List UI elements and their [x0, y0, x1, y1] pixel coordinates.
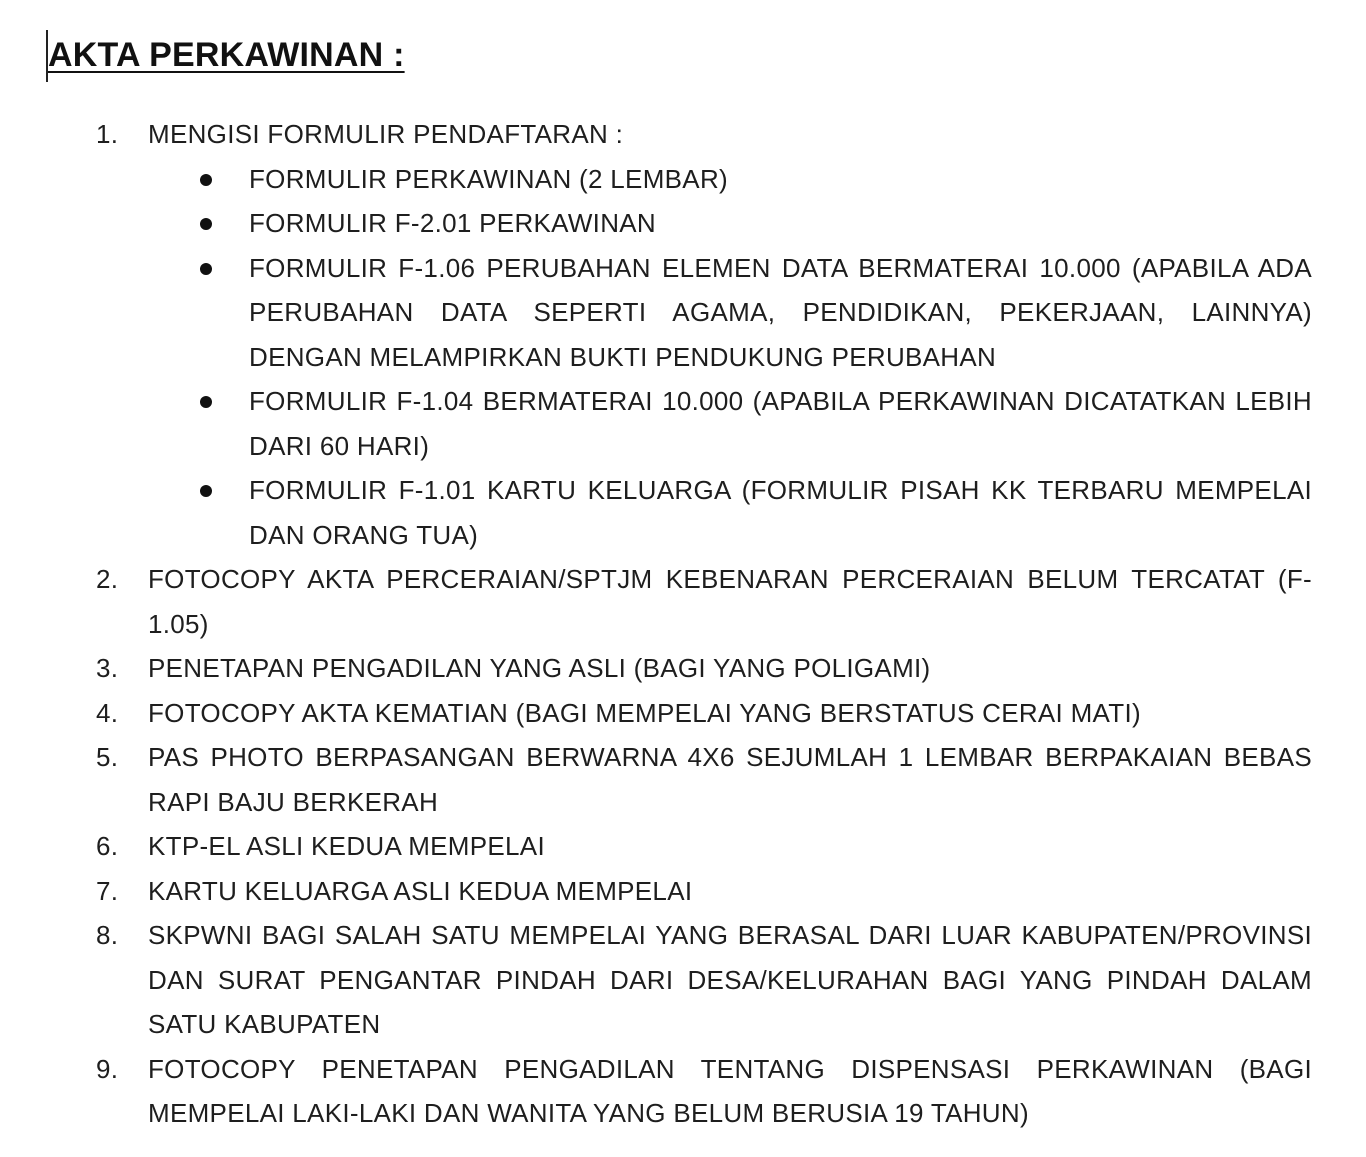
form-sublist — [148, 157, 1312, 558]
item-number: 8. — [96, 920, 119, 950]
item-number: 4. — [96, 697, 119, 728]
sublist-item — [148, 468, 1312, 557]
list-item — [0, 112, 1366, 557]
item-text: MENGISI FORMULIR PENDAFTARAN : — [148, 119, 624, 149]
subitem-text: FORMULIR F-2.01 PERKAWINAN — [249, 208, 657, 238]
bullet-icon — [200, 263, 212, 275]
document-title: AKTA PERKAWINAN : — [48, 36, 405, 74]
item-number: 5. — [96, 742, 119, 772]
bullet-icon — [200, 396, 212, 408]
item-number: 2. — [96, 564, 119, 594]
item-number: 3. — [96, 653, 119, 683]
item-text: FOTOCOPY AKTA KEMATIAN (BAGI MEMPELAI YANG BERSTATUS CERAI MATI) — [148, 697, 1141, 728]
bullet-icon — [200, 174, 212, 186]
item-text: PENETAPAN PENGADILAN YANG ASLI (BAGI YANG POLIGAMI) — [148, 653, 931, 683]
item-text: PAS PHOTO BERPASANGAN BERWARNA 4X6 SEJUMLAH 1 LEMBAR BERPAKAIAN BEBAS RAPI BAJU BERKERAH — [148, 742, 1312, 817]
bullet-icon — [200, 485, 212, 497]
item-text: KTP-EL ASLI KEDUA MEMPELAI — [148, 831, 545, 861]
item-text: FOTOCOPY AKTA PERCERAIAN/SPTJM KEBENARAN PERCERAIAN BELUM TERCATAT (F-1.05) — [148, 564, 1312, 639]
item-number: 7. — [96, 875, 119, 906]
bullet-icon — [200, 218, 212, 230]
requirements-list — [0, 112, 1366, 1136]
subitem-text: FORMULIR F-1.04 BERMATERAI 10.000 (APABILA PERKAWINAN DICATATKAN LEBIH DARI 60 HARI) — [249, 386, 1312, 461]
item-text: FOTOCOPY PENETAPAN PENGADILAN TENTANG DISPENSASI PERKAWINAN (BAGI MEMPELAI LAKI-LAKI DAN WANITA YANG BELUM BERUSIA 19 TAHUN) — [148, 1053, 1312, 1128]
sublist-item — [148, 157, 1312, 202]
list-item — [0, 869, 1366, 914]
sublist-item — [148, 201, 1312, 246]
sublist-item — [148, 246, 1312, 380]
list-item — [0, 646, 1366, 691]
subitem-text: FORMULIR PERKAWINAN (2 LEMBAR) — [249, 163, 728, 194]
item-number: 1. — [96, 119, 119, 149]
subitem-text: FORMULIR F-1.06 PERUBAHAN ELEMEN DATA BERMATERAI 10.000 (APABILA ADA PERUBAHAN DATA SEPERTI AGAMA, PENDIDIKAN, PEKERJAAN, LAINNYA) DENGAN MELAMPIRKAN BUKTI PENDUKUNG PERUBAHAN — [249, 252, 1312, 372]
list-item — [0, 1047, 1366, 1136]
sublist-item — [148, 379, 1312, 468]
item-text: SKPWNI BAGI SALAH SATU MEMPELAI YANG BERASAL DARI LUAR KABUPATEN/PROVINSI DAN SURAT PENGANTAR PINDAH DARI DESA/KELURAHAN BAGI YANG PINDAH DALAM SATU KABUPATEN — [148, 920, 1312, 1039]
list-item — [0, 691, 1366, 736]
list-item — [0, 913, 1366, 1047]
subitem-text: FORMULIR F-1.01 KARTU KELUARGA (FORMULIR PISAH KK TERBARU MEMPELAI DAN ORANG TUA) — [249, 475, 1312, 550]
item-number: 9. — [96, 1053, 119, 1084]
item-text: KARTU KELUARGA ASLI KEDUA MEMPELAI — [148, 875, 693, 906]
list-item — [0, 735, 1366, 824]
list-item — [0, 824, 1366, 869]
list-item — [0, 557, 1366, 646]
item-number: 6. — [96, 831, 119, 861]
